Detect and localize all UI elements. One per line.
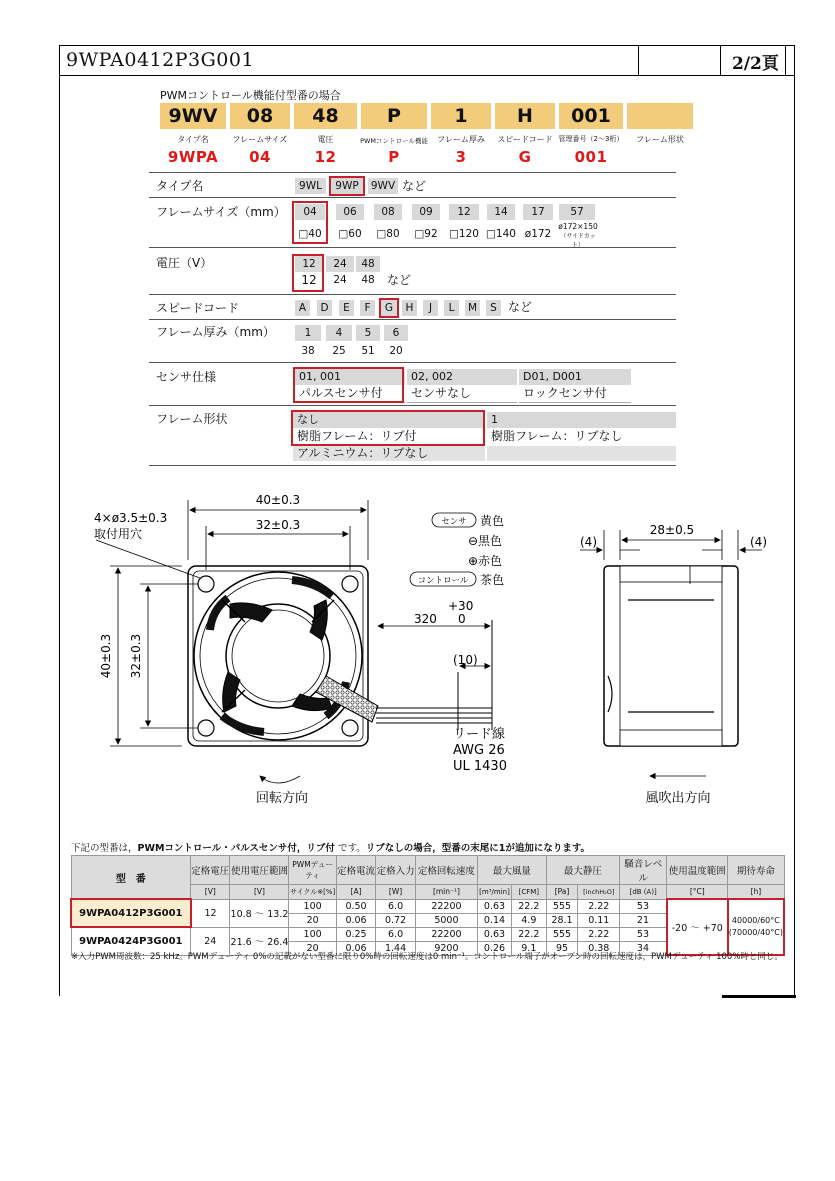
selected-highlight xyxy=(379,298,399,318)
airflow-direction: 風吹出方向 xyxy=(645,791,711,806)
wire-yellow: 黄色 xyxy=(480,514,505,528)
spec-table: 型 番 定格電圧 使用電圧範囲 PWMデューティ 定格電流 定格入力 定格回転速度 最大風量 最大静圧 騒音レベル 使用温度範囲 期待寿命 [V] [V] サイクル※[%] [A] [W] [min⁻¹] [m³/min] [CFM] [Pa] [inchH₂O] [dB (A)] [°C] [h] 9WPA0412P3G001 12 10.8 ～ 13.2 100 0.50 6.0 22200 0.63 22.2 555 2.22 53 -20 ～ +70 40000/60°C (70000/40°C) 20 0.06 0.72 5000 0.14 4.9 28.1 0.11 21 9WPA0424P3G001 24 21.6 ～ 26.4 100 0.25 6.0 22200 0.63 22.2 555 2.22 53 20 0.06 1.44 9200 0.26 9.1 95 0.38 34 xyxy=(70,855,785,956)
sensor-code: D01, D001 xyxy=(519,369,631,385)
frame-right xyxy=(794,76,795,996)
type-chip: 9WL xyxy=(295,178,326,194)
code-cell: H xyxy=(495,103,555,129)
frame-size-code: 57 xyxy=(559,204,595,220)
selected-highlight xyxy=(292,254,324,292)
spec-label-thickness: フレーム厚み（mm） xyxy=(156,325,275,339)
code-label: 電圧 xyxy=(317,135,334,144)
selected-highlight xyxy=(292,201,328,244)
voltage-code: 24 xyxy=(326,256,354,272)
selected-highlight xyxy=(329,176,365,196)
th-model: 型 番 xyxy=(71,856,191,900)
speed-code: D xyxy=(317,300,332,316)
lead-tolerance-zero: 0 xyxy=(458,612,466,626)
code-cell: 48 xyxy=(294,103,357,129)
frame-size-code: 06 xyxy=(336,204,364,220)
frame-size-value: ø172×150 xyxy=(558,222,598,231)
speed-code: A xyxy=(295,300,310,316)
thickness-value: 20 xyxy=(389,345,403,357)
voltage-value: 24 xyxy=(333,274,347,286)
frame-shape-option: 樹脂フレーム：リブなし xyxy=(491,429,623,443)
code-cell xyxy=(627,103,693,129)
fan-front-view xyxy=(188,566,378,746)
lead-awg: AWG 26 xyxy=(453,743,505,758)
voltage-suffix: など xyxy=(387,273,412,287)
frame-size-value: □40 xyxy=(298,228,322,240)
control-tag: コントロール xyxy=(417,576,469,586)
code-label: タイプ名 xyxy=(177,135,209,144)
frame-size-value: □80 xyxy=(376,228,400,240)
pwm-title: PWMコントロール機能付型番の場合 xyxy=(160,89,341,102)
speed-code: H xyxy=(402,300,417,316)
sensor-code: 01, 001 xyxy=(295,369,405,385)
code-value-red: 04 xyxy=(249,148,271,166)
frame-size-code: 08 xyxy=(374,204,402,220)
speed-code: M xyxy=(465,300,480,316)
side-dim-right: (4) xyxy=(750,535,767,549)
thickness-code: 4 xyxy=(326,325,352,341)
frame-shape-code: 1 xyxy=(487,412,676,428)
code-cell: P xyxy=(361,103,427,129)
selected-highlight xyxy=(291,410,485,446)
speed-code: F xyxy=(360,300,375,316)
frame-shape-code: なし xyxy=(293,412,485,428)
frame-size-value: □140 xyxy=(486,228,516,240)
document-title: 9WPA0412P3G001 xyxy=(66,49,255,71)
sensor-code: 02, 002 xyxy=(407,369,517,385)
life: 40000/60°C (70000/40°C) xyxy=(728,899,784,955)
title-block xyxy=(59,45,795,76)
sensor-name: ロックセンサ付 xyxy=(523,386,607,400)
page-number: 2/2頁 xyxy=(732,54,779,74)
frame-size-value: □60 xyxy=(338,228,362,240)
frame-size-value: □120 xyxy=(449,228,479,240)
frame-size-code: 14 xyxy=(487,204,515,220)
dim-width-outer: 40±0.3 xyxy=(255,493,301,507)
type-chip: 9WV xyxy=(368,178,398,194)
code-cell: 9WV xyxy=(160,103,226,129)
frame-shape-option: 樹脂フレーム：リブ付 xyxy=(297,429,417,443)
fan-dimension-drawing xyxy=(60,480,794,820)
side-dim-left: (4) xyxy=(580,535,597,549)
frame-size-cut: （サイドカット） xyxy=(560,233,596,249)
frame-bottom xyxy=(722,995,796,998)
speed-code: S xyxy=(486,300,501,316)
model-note: 下記の型番は，PWMコントロール・パルスセンサ付，リブ付 です。リブなしの場合，型番の末尾に1が追加になります。 xyxy=(71,843,591,854)
spec-label-type: タイプ名 xyxy=(156,179,204,193)
voltage-code: 48 xyxy=(356,256,380,272)
spec-label-speed: スピードコード xyxy=(156,301,240,315)
lead-wires xyxy=(376,620,492,730)
frame-size-code: 17 xyxy=(523,204,553,220)
voltage-value: 12 xyxy=(301,273,317,287)
wire-black: ⊖黒色 xyxy=(468,534,503,548)
spec-label-frame-shape: フレーム形状 xyxy=(156,412,228,426)
type-suffix: など xyxy=(402,179,427,193)
dim-height-outer: 40±0.3 xyxy=(99,633,113,679)
speed-code: G xyxy=(381,300,397,316)
sensor-name: パルスセンサ付 xyxy=(299,386,383,400)
speed-code: E xyxy=(339,300,354,316)
spec-label-sensor: センサ仕様 xyxy=(156,370,217,384)
spec-label-voltage: 電圧（V） xyxy=(156,256,213,270)
footnote: ※入力PWM周波数：25 kHz。PWMデューティ 0%の記載がない型番に限り0%時の回転速度は0 min⁻¹。コントロール端子がオープン時の回転速度は，PWMデューティ 100%時と同じ。 xyxy=(71,952,783,962)
code-cell: 08 xyxy=(230,103,290,129)
table-row: 9WPA0412P3G001 12 10.8 ～ 13.2 100 0.50 6.0 22200 0.63 22.2 555 2.22 53 -20 ～ +70 40000/60°C (70000/40°C) xyxy=(71,899,784,913)
dim-width-hole: 32±0.3 xyxy=(255,518,301,532)
table-row: 20 0.06 0.72 5000 0.14 4.9 28.1 0.11 21 xyxy=(71,913,784,927)
voltage-value: 48 xyxy=(361,274,375,286)
wire-brown: 茶色 xyxy=(480,573,505,587)
code-label: フレーム厚み xyxy=(437,135,485,144)
speed-suffix: など xyxy=(508,300,533,314)
code-value-red: 9WPA xyxy=(167,148,219,166)
code-value-red: P xyxy=(388,148,400,166)
thickness-code: 5 xyxy=(356,325,380,341)
table-row: 9WPA0424P3G001 24 21.6 ～ 26.4 100 0.25 6.0 22200 0.63 22.2 555 2.22 53 xyxy=(71,927,784,941)
thickness-value: 38 xyxy=(301,345,315,357)
frame-size-code: 04 xyxy=(295,204,325,220)
wire-red: ⊕赤色 xyxy=(468,554,503,568)
sensor-tag: センサ xyxy=(441,517,467,527)
code-label: PWMコントロール機能 xyxy=(360,137,428,145)
code-label: フレーム形状 xyxy=(636,135,684,144)
voltage-code: 12 xyxy=(295,256,323,272)
lead-length: 320 xyxy=(414,612,437,626)
code-value-red: 001 xyxy=(574,148,608,166)
thickness-code: 6 xyxy=(384,325,408,341)
code-label: フレームサイズ xyxy=(232,135,288,144)
strip-length: (10) xyxy=(453,653,478,667)
code-cell: 001 xyxy=(559,103,623,129)
lead-wire-label: リード線 xyxy=(453,727,506,742)
spec-label-frame-size: フレームサイズ（mm） xyxy=(156,205,286,219)
code-label: スピードコード xyxy=(497,135,553,144)
hole-spec: 4×ø3.5±0.3 xyxy=(94,511,168,525)
thickness-value: 51 xyxy=(361,345,375,357)
thickness-code: 1 xyxy=(295,325,321,341)
speed-code: L xyxy=(444,300,459,316)
speed-code: J xyxy=(423,300,438,316)
type-chip: 9WP xyxy=(331,178,363,194)
frame-shape-option: アルミニウム：リブなし xyxy=(293,446,485,461)
frame-size-code: 09 xyxy=(412,204,440,220)
dim-height-hole: 32±0.3 xyxy=(129,633,143,679)
hole-label: 取付用穴 xyxy=(94,527,143,541)
sensor-name: センサなし xyxy=(411,386,472,400)
fan-side-view xyxy=(580,530,762,746)
rotation-direction: 回転方向 xyxy=(255,791,309,806)
code-cell: 1 xyxy=(431,103,491,129)
thickness-value: 25 xyxy=(332,345,346,357)
frame-size-value: ø172 xyxy=(524,228,552,240)
code-value-red: G xyxy=(518,148,532,166)
selected-highlight xyxy=(293,367,404,403)
lead-ul: UL 1430 xyxy=(453,759,507,774)
code-value-red: 12 xyxy=(314,148,337,166)
frame-size-value: □92 xyxy=(414,228,438,240)
temp-range: -20 ～ +70 xyxy=(667,899,728,955)
side-dim-thickness: 28±0.5 xyxy=(649,523,695,537)
code-label: 管理番号（2～3桁） xyxy=(558,135,624,143)
table-row: 20 0.06 1.44 9200 0.26 9.1 95 0.38 34 xyxy=(71,941,784,955)
lead-tolerance-plus: +30 xyxy=(448,599,474,613)
code-value-red: 3 xyxy=(455,148,467,166)
frame-size-code: 12 xyxy=(449,204,479,220)
